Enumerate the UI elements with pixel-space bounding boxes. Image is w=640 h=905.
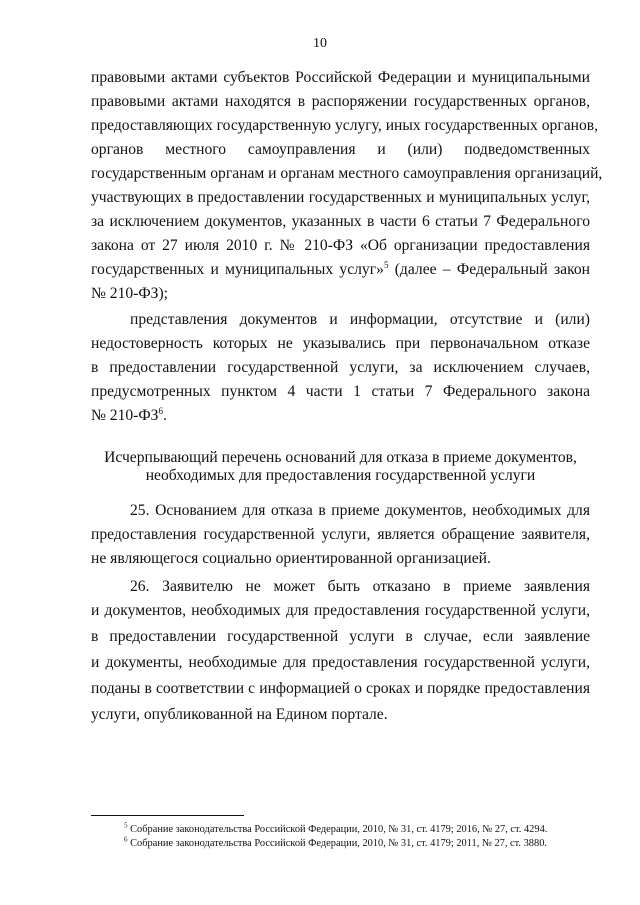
text-span: государственных и муниципальных услуг» bbox=[91, 261, 384, 278]
section-heading-line: Исчерпывающий перечень оснований для отказа в приеме документов, bbox=[104, 449, 577, 466]
text-line: поданы в соответствии с информацией о сроках и порядке предоставления bbox=[91, 680, 590, 697]
text-line: правовыми актами находятся в распоряжении государственных органов, bbox=[91, 93, 590, 110]
text-line: органов местного самоуправления и (или) подведомственных bbox=[91, 141, 590, 158]
paragraph-26-line: 26. Заявителю не может быть отказано в приеме заявления bbox=[130, 578, 590, 595]
text-line bbox=[91, 406, 590, 426]
text-line: и документов, необходимых для предоставления государственной услуги, bbox=[91, 602, 590, 619]
footnote-ref-6[interactable]: 6 bbox=[158, 405, 163, 416]
text-line: участвующих в предоставлении государственных и муниципальных услуг, bbox=[91, 189, 590, 206]
footnote-6 bbox=[124, 837, 547, 851]
text-span: (далее – Федеральный закон bbox=[388, 261, 591, 278]
footnote-ref-5[interactable]: 5 bbox=[383, 259, 389, 270]
page-number: 10 bbox=[313, 36, 327, 51]
text-line: в предоставлении государственной услуги в случае, если заявление bbox=[91, 628, 590, 645]
text-line: в предоставлении государственной услуги, за исключением случаев, bbox=[91, 359, 590, 376]
text-span: . bbox=[163, 407, 167, 424]
text-line: № 210-ФЗ); bbox=[91, 285, 169, 302]
footnote-separator bbox=[91, 815, 244, 816]
footnote-text: Собрание законодательства Российской Федерации, 2010, № 31, ст. 4179; 2011, № 27, ст. 3880. bbox=[127, 838, 547, 849]
text-line: услуги, опубликованной на Едином портале. bbox=[91, 706, 388, 723]
text-line: государственным органам и органам местного самоуправления организаций, bbox=[91, 165, 603, 182]
footnote-mark: 5 bbox=[124, 821, 128, 830]
text-line: не являющегося социально ориентированной организацией. bbox=[91, 550, 491, 567]
footnote-mark: 6 bbox=[124, 835, 128, 844]
text-line: представления документов и информации, отсутствие и (или) bbox=[130, 311, 590, 328]
text-line: предоставления государственной услуги, является обращение заявителя, bbox=[91, 526, 590, 543]
footnote-5 bbox=[124, 823, 547, 837]
text-line bbox=[91, 260, 590, 280]
section-heading-line: необходимых для предоставления государственной услуги bbox=[145, 467, 536, 484]
text-span: № 210-ФЗ bbox=[91, 407, 159, 424]
text-line: за исключением документов, указанных в части 6 статьи 7 Федерального bbox=[91, 213, 590, 230]
text-line: и документы, необходимые для предоставления государственной услуги, bbox=[91, 654, 590, 671]
text-line: недостоверность которых не указывались при первоначальном отказе bbox=[91, 335, 590, 352]
footnote-text: Собрание законодательства Российской Федерации, 2010, № 31, ст. 4179; 2016, № 27, ст. 4294. bbox=[127, 824, 548, 835]
text-line: предусмотренных пунктом 4 части 1 статьи 7 Федерального закона bbox=[91, 383, 590, 400]
paragraph-25-line: 25. Основанием для отказа в приеме документов, необходимых для bbox=[130, 502, 590, 519]
text-line: закона от 27 июля 2010 г. № 210-ФЗ «Об организации предоставления bbox=[91, 237, 590, 254]
text-line: правовыми актами субъектов Российской Федерации и муниципальными bbox=[91, 69, 590, 86]
text-line: предоставляющих государственную услугу, иных государственных органов, bbox=[91, 117, 599, 134]
